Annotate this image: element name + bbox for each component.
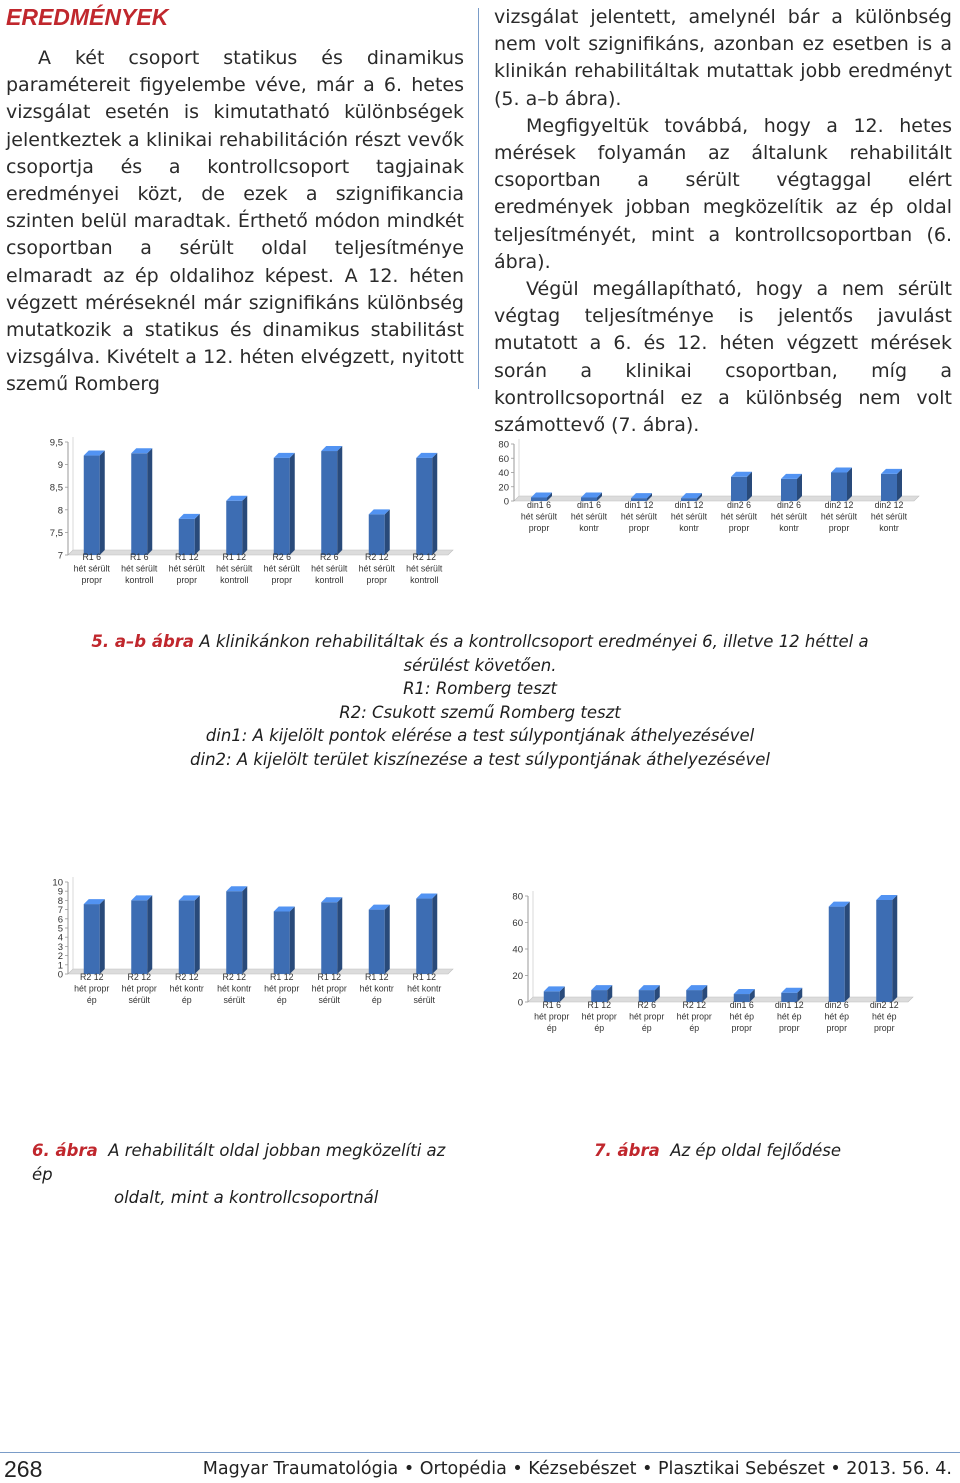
chart-bar-side — [847, 468, 852, 502]
y-tick-label: 2 — [57, 951, 63, 963]
y-tick-label: 40 — [498, 468, 509, 479]
y-tick-label: 7 — [57, 550, 63, 562]
x-category-label: R1 12 hét propr ép — [264, 972, 300, 1005]
left-paragraph: A két csoport statikus és dinamikus paramétereit figyelembe véve, már a 6. hetes vizsgálat esetén is kimutatható különbségek jelentkeztek a klinikai rehabilitáción részt vevők csoportja és a kontrollcsoport tagjainak eredményei közt, de ezek a szignifikancia szinten belül maradtak. Érthető módon mindkét csoportban a sérült oldal teljesítménye elmaradt az ép oldalihoz képest. A 12. héten végzett méréseknél már szignifikáns különbség mutatkozik a statikus és dinamikus stabilitást vizsgálva. Kivételt a 12. héten elvégzett, nyitott szemű Romberg — [6, 47, 464, 396]
figure-7-caption-text: Az ép oldal fejlődése — [670, 1141, 841, 1160]
x-category-label: R1 12 hét sérült kontroll — [216, 552, 253, 585]
x-category-label: R1 12 hét propr ép — [581, 1000, 617, 1033]
y-tick-label: 3 — [57, 941, 63, 953]
figure-5-caption-line5: din1: A kijelölt pontok elérése a test súlypontjának áthelyezésével — [205, 726, 755, 745]
y-tick-label: 4 — [57, 932, 63, 944]
figure-7-svg — [500, 880, 920, 1070]
figure-6-number: 6. ábra — [32, 1141, 98, 1160]
x-category-label: R1 12 hét kontr ép — [359, 972, 394, 1005]
x-category-label: R1 6 hét sérült propr — [73, 552, 110, 585]
figure-5-caption-line4: R2: Csukott szemű Romberg teszt — [339, 702, 621, 722]
figure-5-caption-line2: sérülést követően. — [403, 655, 557, 675]
x-category-label: din2 12 hét sérült propr — [820, 500, 858, 533]
chart-bar — [321, 902, 337, 974]
chart-bar-side — [242, 496, 247, 555]
chart-floor — [514, 496, 919, 501]
chart-bar-side — [195, 514, 200, 555]
chart-bar-side — [385, 509, 390, 555]
x-category-label: din2 6 hét sérült kontr — [770, 500, 808, 533]
x-category-label: R1 12 hét kontr sérült — [407, 972, 442, 1005]
chart-floor — [528, 997, 913, 1002]
x-category-label: R2 12 hét kontr ép — [169, 972, 204, 1005]
chart-bar — [131, 900, 147, 974]
chart-bar-side — [337, 897, 342, 974]
x-category-label: din1 12 hét sérült kontr — [670, 500, 708, 533]
y-tick-label: 8,5 — [49, 482, 63, 494]
y-tick-label: 9,5 — [49, 437, 63, 449]
y-tick-label: 1 — [57, 960, 63, 972]
y-tick-label: 0 — [517, 997, 523, 1009]
y-tick-label: 80 — [498, 439, 509, 451]
y-tick-label: 10 — [52, 877, 63, 889]
y-tick-label: 0 — [57, 969, 63, 981]
y-tick-label: 8 — [57, 505, 63, 517]
x-category-label: R2 12 hét kontr sérült — [217, 972, 252, 1005]
x-category-label: din2 6 hét ép propr — [824, 1000, 849, 1033]
figure-5-caption-line1: A klinikánkon rehabilitáltak és a kontrollcsoport eredményei 6, illetve 12 héttel a — [199, 632, 869, 651]
y-tick-label: 7 — [57, 905, 63, 917]
column-divider — [478, 8, 479, 389]
figure-5-caption — [60, 630, 900, 771]
chart-bar — [226, 891, 242, 974]
y-tick-label: 60 — [498, 453, 509, 465]
chart-bar-side — [845, 902, 850, 1002]
figure-5b-svg — [488, 430, 928, 570]
chart-bar — [84, 904, 100, 974]
y-tick-label: 8 — [57, 895, 63, 907]
chart-bar-side — [897, 469, 902, 501]
chart-bar-side — [385, 905, 390, 974]
y-tick-label: 20 — [512, 971, 523, 982]
chart-bar — [226, 501, 242, 555]
figure-7-number: 7. ábra — [594, 1141, 660, 1160]
figure-5-caption-line3: R1: Romberg teszt — [403, 679, 557, 698]
y-tick-label: 60 — [512, 918, 523, 929]
right-paragraph-3: Végül megállapítható, hogy a nem sérült végtag teljesítménye is jelentős javulást mutatott a 6. és 12. héten végzett mérések során a klinikai csoportban, míg a kontrollcsoportnál ez a különbség nem volt számottevő (7. ábra). — [494, 278, 952, 437]
x-category-label: R2 12 hét propr ép — [676, 1000, 712, 1033]
chart-bar — [731, 477, 747, 501]
chart-floor — [68, 969, 453, 974]
chart-bar-side — [290, 453, 295, 555]
x-category-label: R2 12 hét propr ép — [74, 972, 110, 1005]
page-number: 268 — [4, 1456, 43, 1482]
x-category-label: R2 6 hét sérült kontroll — [311, 552, 348, 585]
chart-bar-side — [337, 446, 342, 555]
y-tick-label: 20 — [498, 482, 509, 494]
chart-bar-side — [100, 451, 105, 555]
figure-6-caption-line1: A rehabilitált oldal jobban megközelíti az ép — [32, 1141, 446, 1184]
chart-bar — [781, 479, 797, 501]
y-tick-label: 40 — [512, 944, 523, 956]
chart-bar — [416, 899, 432, 974]
section-title: EREDMÉNYEK — [6, 4, 169, 30]
chart-bar — [369, 910, 385, 974]
x-category-label: R2 6 hét sérült propr — [263, 552, 300, 585]
chart-bar-side — [147, 448, 152, 555]
chart-floor — [68, 550, 453, 555]
x-category-label: R2 6 hét propr ép — [629, 1000, 665, 1033]
y-tick-label: 5 — [57, 923, 63, 935]
figure-7-caption — [594, 1139, 934, 1163]
chart-bar-side — [242, 886, 247, 974]
chart-bar-side — [195, 895, 200, 974]
x-category-label: din2 12 hét ép propr — [869, 1000, 899, 1033]
chart-bar-side — [892, 895, 897, 1002]
right-text-column — [494, 4, 952, 439]
chart-bar — [274, 911, 290, 974]
chart-bar — [881, 474, 897, 501]
x-category-label: R1 12 hét propr sérült — [311, 972, 347, 1005]
figure-5b-chart — [488, 430, 928, 570]
x-category-label: R2 12 hét propr sérült — [121, 972, 157, 1005]
x-category-label: R1 12 hét sérült propr — [168, 552, 205, 585]
right-paragraph-2: Megfigyeltük továbbá, hogy a 12. hetes mérések folyamán az általunk rehabilitált csoportban a sérült végtaggal elért eredmények jobban megközelítik az ép oldal teljesítményét, mint a kontrollcsoportban (6. ábra). — [494, 114, 952, 273]
figure-6-svg — [46, 870, 446, 1040]
y-tick-label: 9 — [57, 886, 63, 898]
y-tick-label: 7,5 — [49, 527, 63, 539]
figure-6-caption-line2: oldalt, mint a kontrollcsoportnál — [114, 1188, 379, 1207]
chart-bar — [369, 514, 385, 555]
figure-5-number: 5. a–b ábra — [91, 632, 195, 651]
x-category-label: R2 12 hét sérült propr — [358, 552, 395, 585]
x-category-label: din1 12 hét ép propr — [774, 1000, 804, 1033]
chart-bar-side — [747, 472, 752, 501]
figure-5a-chart — [40, 430, 443, 610]
chart-bar — [179, 519, 195, 555]
chart-bar-side — [290, 906, 295, 974]
x-category-label: din1 6 hét sérült propr — [520, 500, 558, 533]
chart-bar-side — [432, 453, 437, 555]
x-category-label: R1 6 hét propr ép — [534, 1000, 570, 1033]
y-tick-label: 0 — [503, 496, 509, 508]
x-category-label: din2 12 hét sérült kontr — [870, 500, 908, 533]
left-text-column — [6, 45, 464, 399]
chart-bar — [829, 907, 845, 1002]
y-tick-label: 6 — [57, 914, 63, 926]
chart-bar-side — [100, 899, 105, 974]
chart-bar-side — [432, 894, 437, 974]
chart-bar — [321, 451, 337, 555]
footer-rule — [0, 1452, 960, 1453]
y-tick-label: 9 — [57, 460, 63, 472]
chart-bar — [831, 473, 847, 502]
x-category-label: R2 12 hét sérült kontroll — [406, 552, 443, 585]
chart-bar — [84, 456, 100, 555]
chart-bar — [131, 453, 147, 555]
figure-5-caption-line6: din2: A kijelölt terület kiszínezése a test súlypontjának áthelyezésével — [190, 749, 770, 769]
chart-bar — [274, 458, 290, 555]
figure-6-chart — [46, 870, 446, 1040]
right-paragraph-1: vizsgálat jelentett, amelynél bár a különbség nem volt szignifikáns, azonban ez esetben is a klinikán rehabilitáltak mutattak jobb eredményt (5. a–b ábra). — [494, 6, 952, 110]
x-category-label: din2 6 hét sérült propr — [720, 500, 758, 533]
y-tick-label: 80 — [512, 891, 523, 903]
chart-bar — [179, 900, 195, 974]
chart-bar — [416, 458, 432, 555]
chart-bar — [876, 900, 892, 1002]
figure-7-chart — [500, 880, 920, 1070]
figure-6-caption — [32, 1139, 462, 1210]
x-category-label: din1 6 hét ép propr — [729, 1000, 754, 1033]
x-category-label: din1 6 hét sérült kontr — [570, 500, 608, 533]
chart-bar-side — [147, 895, 152, 974]
figure-5a-svg — [40, 430, 443, 610]
journal-footer: Magyar Traumatológia • Ortopédia • Kézsebészet • Plasztikai Sebészet • 2013. 56. 4. — [202, 1459, 952, 1479]
x-category-label: R1 6 hét sérült kontroll — [121, 552, 158, 585]
x-category-label: din1 12 hét sérült propr — [620, 500, 658, 533]
